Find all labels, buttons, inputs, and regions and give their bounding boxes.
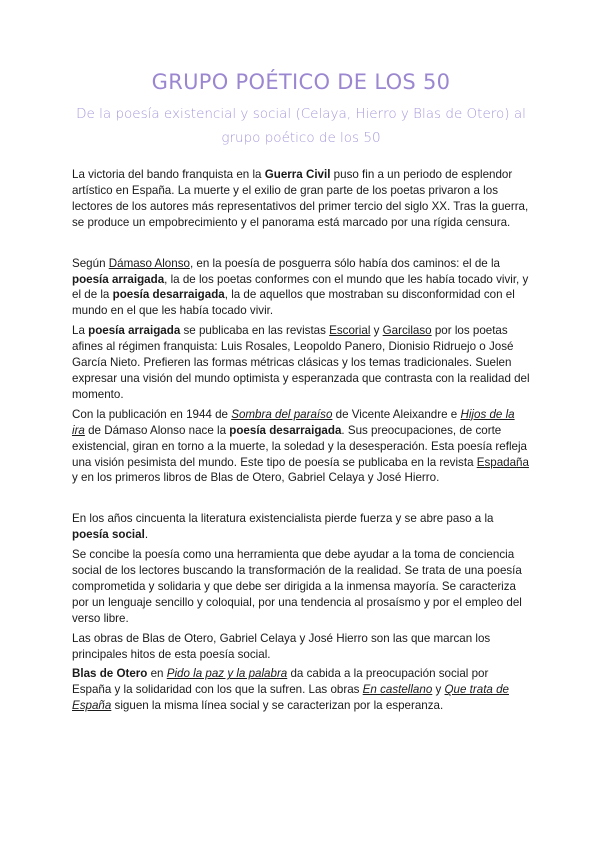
link-sombra-del-paraiso[interactable]: Sombra del paraíso [231,407,333,421]
text-run: da cabida a la preocupación social por España y la solidaridad con los que la sufren. Las obras [72,667,489,697]
paragraph-social-authors: Las obras de Blas de Otero, Gabriel Celaya y José Hierro son las que marcan los principales hitos de esta poesía social. [72,631,491,661]
paragraph-social-concept: Se concibe la poesía como una herramienta que debe ayudar a la toma de conciencia social de los lectores buscando la transformación de la realidad. Se trata de una poesía comprometida y solidaria y que debe ser dirigida a la inmensa mayoría. Se caracteriza por un lenguaje sencillo y coloquial, por una tendencia al prosaísmo y por el empleo del verso libre. [72,548,522,625]
paragraph-social-intro [72,511,530,543]
text-run: . [144,528,149,542]
bold-term: poesía arraigada [72,272,165,286]
text-run: de Dámaso Alonso nace la [84,423,230,437]
text-run: de Vicente Aleixandre e [332,407,461,421]
text-run: La victoria del bando franquista en la [72,168,265,181]
text-run: siguen la misma línea social y se caracterizan por la esperanza. [111,699,444,713]
bold-term: poesía desarraigada [229,423,342,437]
link-damaso-alonso[interactable]: Dámaso Alonso [108,256,190,270]
spacer [72,235,530,256]
text-run: , en la poesía de posguerra sólo había dos caminos: el de la [189,256,500,270]
text-run: La [72,324,89,338]
text-run: Según [72,256,109,270]
link-pido-la-paz[interactable]: Pido la paz y la palabra [166,667,288,681]
bold-term: poesía social [72,528,145,542]
spacer [72,490,530,511]
bold-term: poesía desarraigada [112,288,225,302]
link-garcilaso[interactable]: Garcilaso [382,324,432,338]
paragraph-desarraigada [72,407,530,487]
paragraph-blas-de-otero [72,666,530,714]
text-run: y [370,324,383,338]
text-run: y [432,683,445,697]
paragraph-intro [72,167,530,231]
text-run: en [147,667,167,681]
text-run: puso fin a un periodo de esplendor artístico en España. La muerte y el exilio de gran parte de los poetas privaron a los lectores de los autores más representativos del primer tercio del siglo XX. Tras la guerra, se produce un empobrecimiento y el panorama está marcado por una rígida censura. [72,168,529,229]
paragraph-arraigada [72,323,530,403]
link-escorial[interactable]: Escorial [329,324,371,338]
bold-term: Blas de Otero [72,667,148,681]
link-hijos-de-la-ira[interactable]: Hijos de la ira [72,407,515,437]
text-run: En los años cincuenta la literatura existencialista pierde fuerza y se abre paso a la [72,512,494,526]
document-body [72,167,530,714]
text-run: , la de aquellos que mostraban su disconformidad con el mundo en el que les había tocado vivir. [72,288,515,318]
text-run: se publicaba en las revistas [180,324,330,338]
text-run: Con la publicación en 1944 de [72,407,232,421]
link-que-trata-de-espana[interactable]: Que trata de España [72,683,509,713]
text-run: y en los primeros libros de Blas de Otero, Gabriel Celaya y José Hierro. [72,471,440,485]
link-espadana[interactable]: Espadaña [476,455,529,469]
link-en-castellano[interactable]: En castellano [362,683,433,697]
bold-term: Guerra Civil [264,168,331,181]
text-run: . Sus preocupaciones, de corte existencial, giran en torno a la muerte, la soledad y la desesperación. Esta poesía refleja una visión pesimista del mundo. Este tipo de poesía se publicaba en la revista [72,423,527,469]
text-run: , la de los poetas conformes con el mundo que les había tocado vivir, y el de la [72,272,529,302]
text-run: por los poetas afines al régimen franquista: Luis Rosales, Leopoldo Panero, Dionisio Ridruejo o José García Nieto. Prefieren las formas métricas clásicas y los temas tradicionales. Suelen expresar una visión del mundo optimista y esperanzada que contrasta con la realidad del momento. [72,324,530,401]
bold-term: poesía arraigada [88,324,181,338]
page-title: GRUPO POÉTICO DE LOS 50 [151,70,451,94]
page-subtitle: De la poesía existencial y social (Celaya, Hierro y Blas de Otero) al grupo poético de los 50 [76,106,526,146]
paragraph-two-paths [72,256,530,320]
